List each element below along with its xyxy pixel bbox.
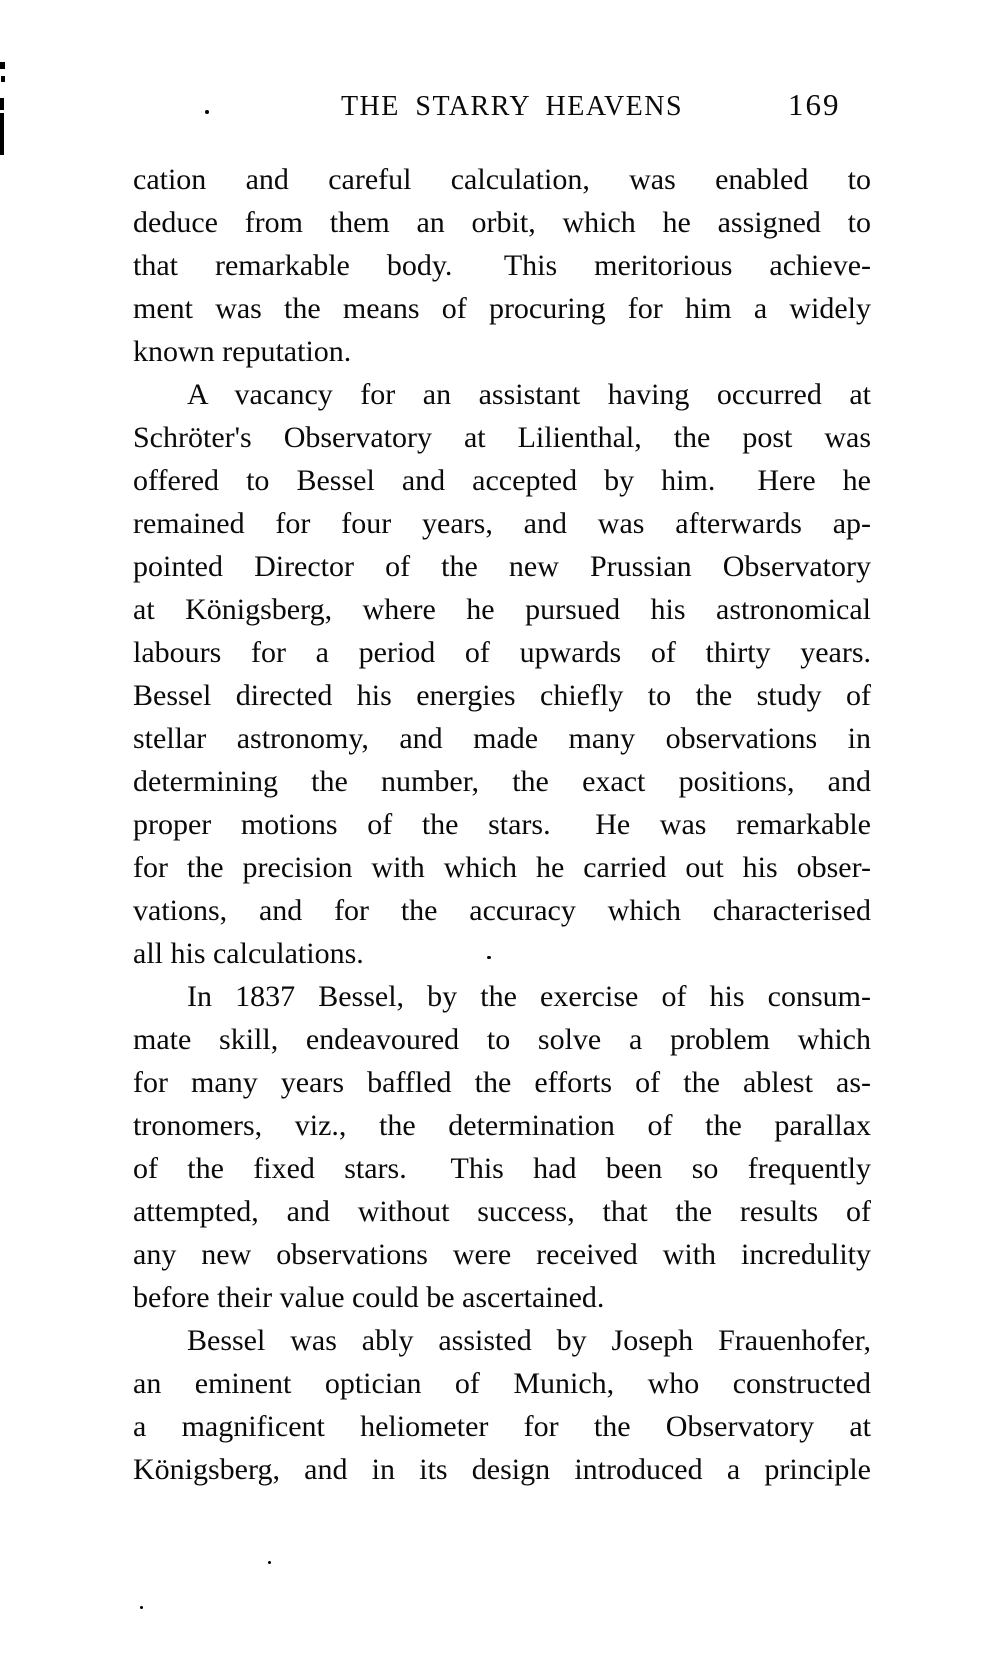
paragraph	[133, 1319, 871, 1491]
paragraph	[133, 975, 871, 1319]
text-line: that remarkable body. This meritorious achieve-	[133, 249, 871, 282]
text-line: Bessel was ably assisted by Joseph Frauenhofer,	[187, 1324, 871, 1357]
text-line: determining the number, the exact positions, and	[133, 765, 871, 798]
text-line: of the fixed stars. This had been so frequently	[133, 1152, 871, 1185]
text-line: Königsberg, and in its design introduced a principle	[133, 1453, 871, 1486]
paragraph	[133, 158, 871, 373]
scan-edge-mark	[1, 76, 5, 82]
page-number: 169	[788, 87, 841, 122]
text-line: Bessel directed his energies chiefly to the study of	[133, 679, 871, 712]
text-line: any new observations were received with incredulity	[133, 1238, 871, 1271]
text-line: known reputation.	[133, 335, 352, 368]
text-line: at Königsberg, where he pursued his astronomical	[133, 593, 871, 626]
text-line: remained for four years, and was afterwards ap-	[133, 507, 871, 540]
ink-speck	[268, 1561, 271, 1564]
ink-speck	[487, 956, 491, 959]
text-line: a magnificent heliometer for the Observatory at	[133, 1410, 871, 1443]
text-line: for many years baffled the efforts of the ablest as-	[133, 1066, 871, 1099]
text-line: attempted, and without success, that the results of	[133, 1195, 871, 1228]
text-line: an eminent optician of Munich, who constructed	[133, 1367, 871, 1400]
text-column	[133, 158, 871, 1491]
scan-edge-mark	[0, 113, 4, 155]
text-line: cation and careful calculation, was enabled to	[133, 163, 871, 196]
text-line: vations, and for the accuracy which characterised	[133, 894, 871, 927]
scan-edge-mark	[0, 98, 4, 110]
text-line: offered to Bessel and accepted by him. Here he	[133, 464, 871, 497]
paragraph	[133, 373, 871, 975]
text-line: pointed Director of the new Prussian Observatory	[133, 550, 871, 583]
text-line: deduce from them an orbit, which he assigned to	[133, 206, 871, 239]
text-line: mate skill, endeavoured to solve a problem which	[133, 1023, 871, 1056]
text-line: proper motions of the stars. He was remarkable	[133, 808, 871, 841]
text-line: A vacancy for an assistant having occurred at	[187, 378, 871, 411]
text-line: stellar astronomy, and made many observations in	[133, 722, 871, 755]
text-line: labours for a period of upwards of thirty years.	[133, 636, 871, 669]
scan-edge-mark	[0, 62, 5, 69]
text-line: before their value could be ascertained.	[133, 1281, 605, 1314]
ink-speck	[140, 1606, 143, 1609]
ink-speck	[205, 110, 209, 114]
text-line: tronomers, viz., the determination of the parallax	[133, 1109, 871, 1142]
page-title: THE STARRY HEAVENS	[340, 91, 684, 122]
text-line: for the precision with which he carried out his obser-	[133, 851, 871, 884]
text-line: ment was the means of procuring for him a widely	[133, 292, 871, 325]
text-line: all his calculations.	[133, 937, 364, 970]
text-line: Schröter's Observatory at Lilienthal, the post was	[133, 421, 871, 454]
text-line: In 1837 Bessel, by the exercise of his consum-	[187, 980, 871, 1013]
